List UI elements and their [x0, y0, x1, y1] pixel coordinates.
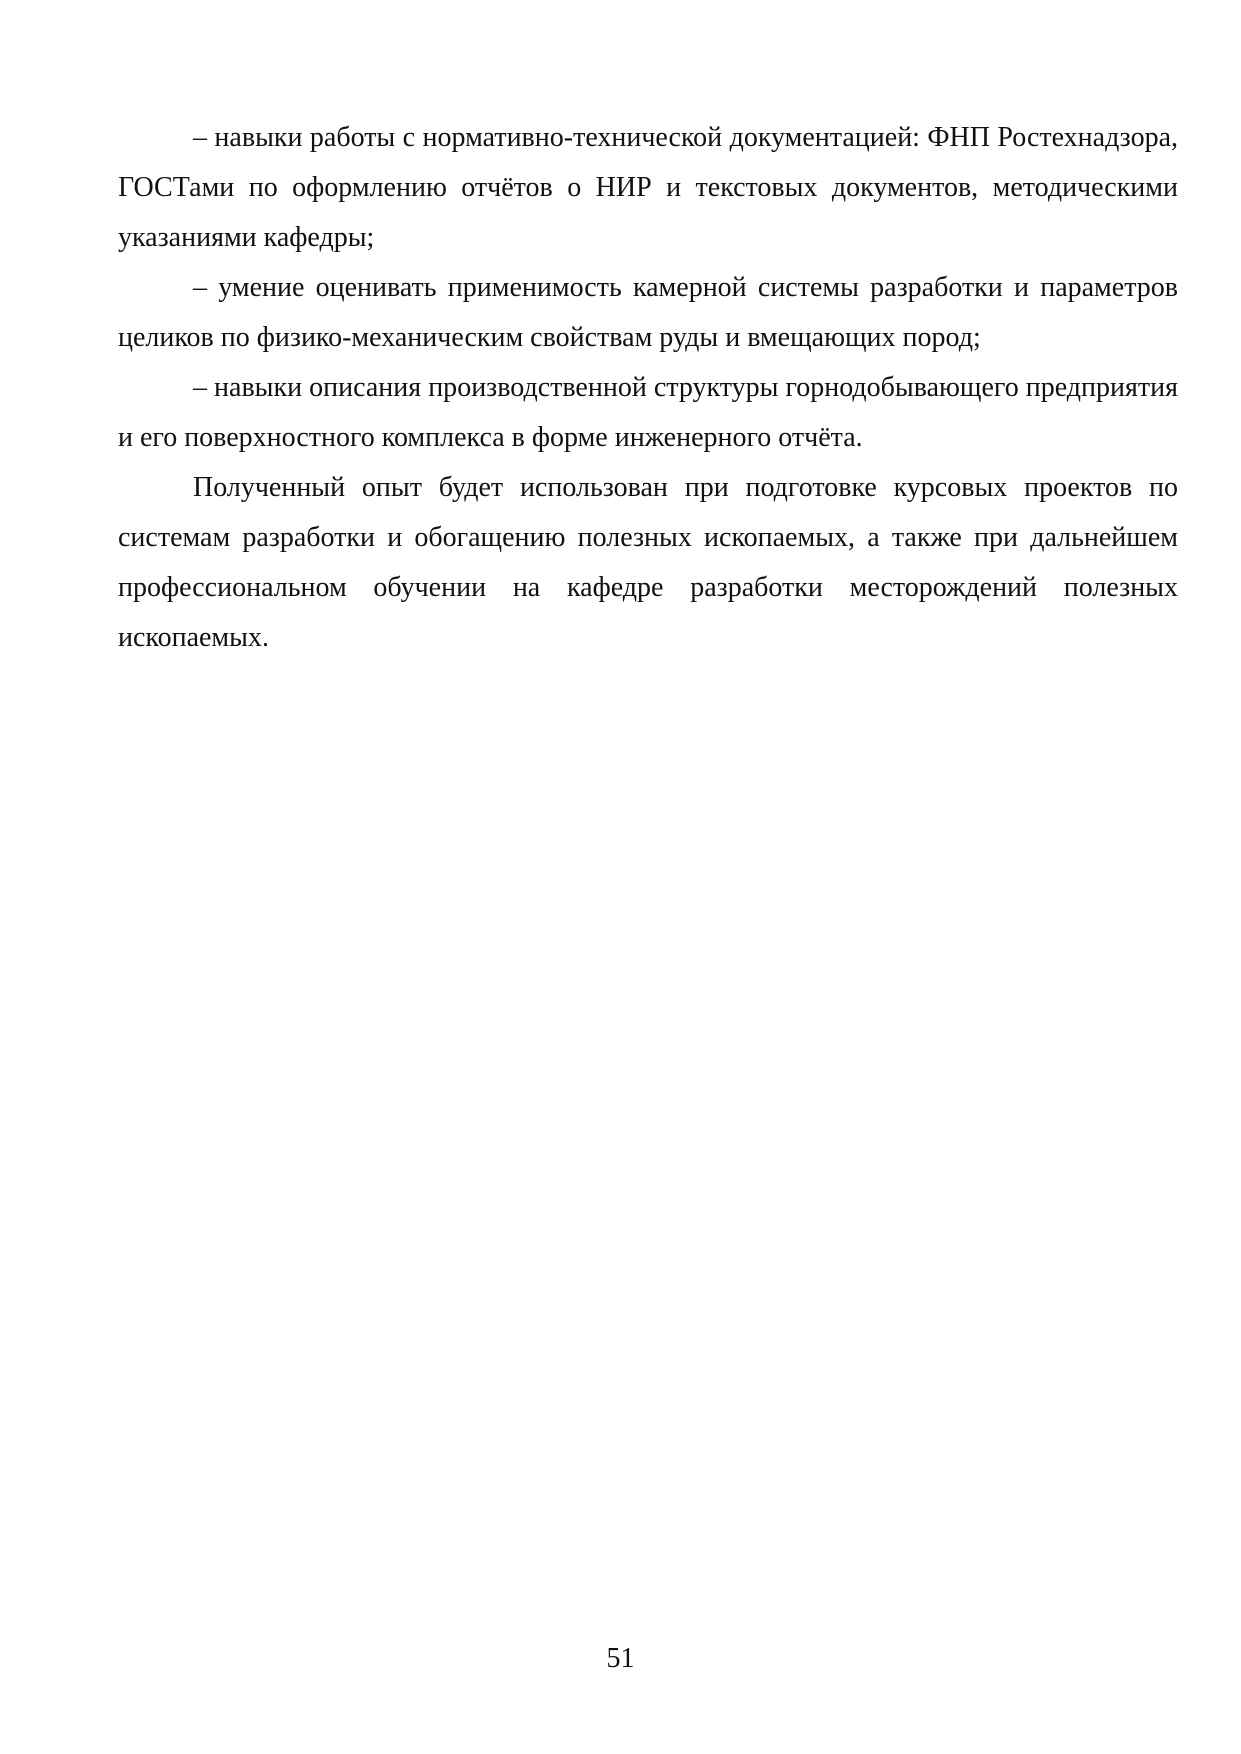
page-number: 51 — [606, 1643, 635, 1674]
list-item-normative-docs: – навыки работы с нормативно-технической документацией: ФНП Ростехнадзора, ГОСТами по оформлению отчётов о НИР и текстовых документов, методическими указаниями кафедры; — [118, 122, 1178, 253]
list-item-assess-system: – умение оценивать применимость камерной системы разработки и параметров целиков по физико-механическим свойствам руды и вмещающих пород; — [118, 272, 1178, 353]
list-item-describe-structure: – навыки описания производственной структуры горнодобывающего предприятия и его поверхностного комплекса в форме инженерного отчёта. — [118, 372, 1178, 453]
body-text — [118, 113, 1178, 663]
conclusion-paragraph: Полученный опыт будет использован при подготовке курсовых проектов по системам разработки и обогащению полезных ископаемых, а также при дальнейшем профессиональном обучении на кафедре разработки месторождений полезных ископаемых. — [118, 472, 1178, 653]
